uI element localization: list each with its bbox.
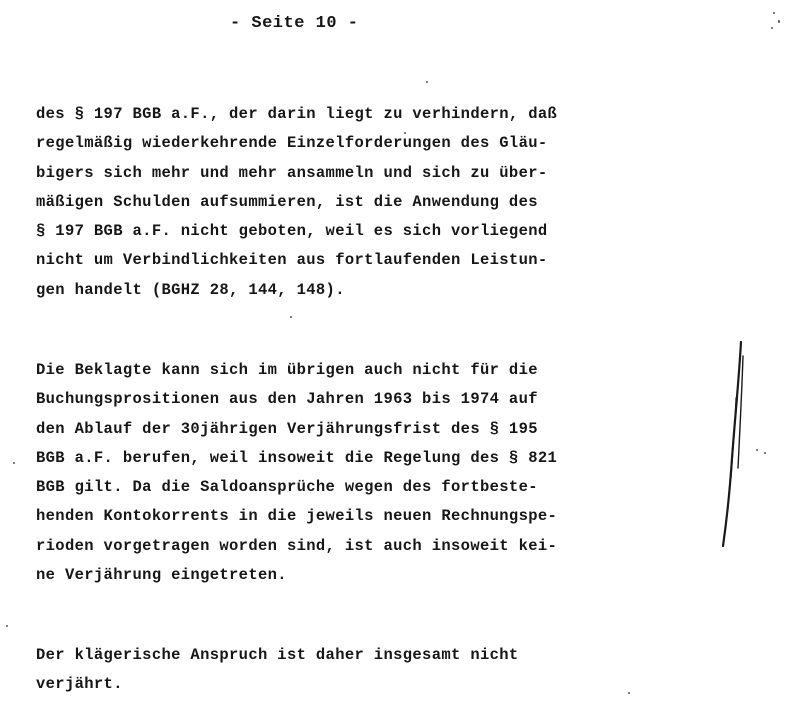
text-line: BGB a.F. berufen, weil insoweit die Regelung des § 821 bbox=[36, 448, 558, 467]
text-line: § 197 BGB a.F. nicht geboten, weil es sich vorliegend bbox=[36, 222, 548, 241]
text-line: gen handelt (BGHZ 28, 144, 148). bbox=[36, 280, 345, 299]
text-line: Der klägerische Anspruch ist daher insgesamt nicht bbox=[36, 646, 519, 664]
text-line: BGB gilt. Da die Saldoansprüche wegen des fortbeste- bbox=[36, 478, 538, 497]
text-line: des § 197 BGB a.F., der darin liegt zu verhindern, daß bbox=[36, 105, 558, 123]
text-line: rioden vorgetragen worden sind, ist auch insoweit kei- bbox=[36, 536, 558, 555]
paragraph-1 bbox=[36, 100, 676, 305]
text-line: Buchungsprositionen aus den Jahren 1963 bis 1974 auf bbox=[36, 390, 538, 409]
text-line: henden Kontokorrents in die jeweils neuen Rechnungspe- bbox=[36, 507, 558, 526]
page-number-header: - Seite 10 - bbox=[230, 14, 359, 33]
text-line: nicht um Verbindlichkeiten aus fortlaufenden Leistun- bbox=[36, 251, 548, 270]
text-line: regelmäßig wiederkehrende Einzelforderungen des Gläu- bbox=[36, 134, 548, 153]
paragraph-2 bbox=[36, 356, 676, 590]
text-line: mäßigen Schulden aufsummieren, ist die Anwendung des bbox=[36, 192, 538, 211]
text-line: Die Beklagte kann sich im übrigen auch nicht für die bbox=[36, 361, 538, 379]
text-line: bigers sich mehr und mehr ansammeln und sich zu über- bbox=[36, 163, 548, 182]
handwritten-margin-mark bbox=[705, 338, 745, 553]
paragraph-3 bbox=[36, 641, 676, 700]
text-line: verjährt. bbox=[36, 675, 123, 694]
text-line: ne Verjährung eingetreten. bbox=[36, 566, 287, 585]
text-line: den Ablauf der 30jährigen Verjährungsfrist des § 195 bbox=[36, 419, 538, 438]
